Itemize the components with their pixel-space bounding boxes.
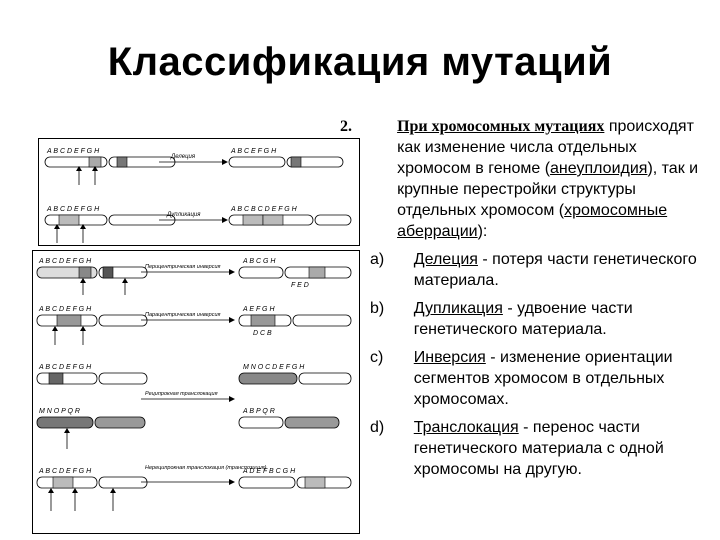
arrow-label: Нереципрокная транслокация (транспозиция)	[145, 465, 267, 471]
arrow-label: Делеция	[171, 154, 196, 160]
text-column	[340, 116, 712, 487]
arrow-label: Парацентрическая инверсия	[145, 312, 221, 318]
arrow-label: Дупликация	[167, 212, 201, 218]
chromosome-letters: A B C D E F G H	[47, 206, 100, 213]
section-text: ):	[477, 223, 488, 240]
section-text: происходят как изменение числа отдельных хромосом в геноме (	[397, 118, 694, 177]
term-aneuploidy: анеуплоидия	[550, 160, 648, 177]
list-item	[370, 249, 712, 291]
list-marker: a)	[370, 251, 385, 268]
mutation-types-list	[370, 249, 712, 480]
list-term: Транслокация	[413, 419, 519, 436]
section-item	[340, 116, 712, 242]
list-term: Делеция	[413, 251, 478, 268]
chromosome-letters: A B C B C D E F G H	[231, 206, 297, 213]
list-item	[370, 417, 712, 480]
chromosome-letters: A B C D E F G H	[47, 148, 100, 155]
list-marker: c)	[370, 349, 384, 366]
page-title: Классификация мутаций	[107, 40, 613, 84]
section-number: 2.	[340, 118, 352, 135]
chromosome-letters: A E F G H	[243, 306, 275, 313]
section-body	[397, 116, 712, 242]
chromosome-letters: A D E F B C G H	[243, 468, 296, 475]
list-item	[370, 347, 712, 410]
chromosome-left	[45, 157, 175, 167]
list-desc: - потеря части генетического материала.	[413, 251, 697, 289]
chromosome-sublabel: D C B	[253, 330, 272, 337]
arrow-head	[222, 159, 228, 165]
chromosome-letters: M N O P Q R	[39, 408, 80, 415]
chromosome-left	[45, 215, 175, 225]
mutation-figure-bottom-svg	[33, 251, 359, 533]
chromosome-letters: A B C E F G H	[231, 148, 277, 155]
list-marker: d)	[370, 419, 385, 436]
chromosome-letters: A B P Q R	[243, 408, 275, 415]
chromosome-letters: A B C D E F G H	[39, 364, 92, 371]
list-desc: - удвоение части генетического материала.	[413, 300, 633, 338]
list-desc: - перенос части генетического материала с одной хромосомы на другую.	[413, 419, 664, 478]
list-term: Инверсия	[413, 349, 486, 366]
mutation-figure-bottom	[32, 250, 360, 534]
list-item	[370, 298, 712, 340]
arrow-label: Перицентрическая инверсия	[145, 264, 221, 270]
mutation-figure-top-svg	[39, 139, 359, 245]
arrow-label: Реципрокная транслокация	[145, 391, 218, 397]
section-heading: При хромосомных мутациях	[397, 118, 605, 135]
chromosome-letters: A B C D E F G H	[39, 306, 92, 313]
chromosome-letters: M N O C D E F G H	[243, 364, 305, 371]
chromosome-letters: A B C D E F G H	[39, 258, 92, 265]
list-desc: - изменение ориентации сегментов хромосом в отдельных хромосомах.	[413, 349, 673, 408]
list-term: Дупликация	[413, 300, 503, 317]
chromosome-letters: A B C D E F G H	[39, 468, 92, 475]
term-aberrations: хромосомные аберрации	[397, 202, 668, 240]
chromosome-right	[229, 215, 351, 225]
mutation-figure-top	[38, 138, 360, 246]
chromosome-right	[229, 157, 343, 167]
list-marker: b)	[370, 300, 385, 317]
section-text: ), так и крупные перестройки структуры отдельных хромосом (	[397, 160, 699, 219]
chromosome-sublabel: F E D	[291, 282, 309, 289]
chromosome-letters: A B C G H	[243, 258, 276, 265]
